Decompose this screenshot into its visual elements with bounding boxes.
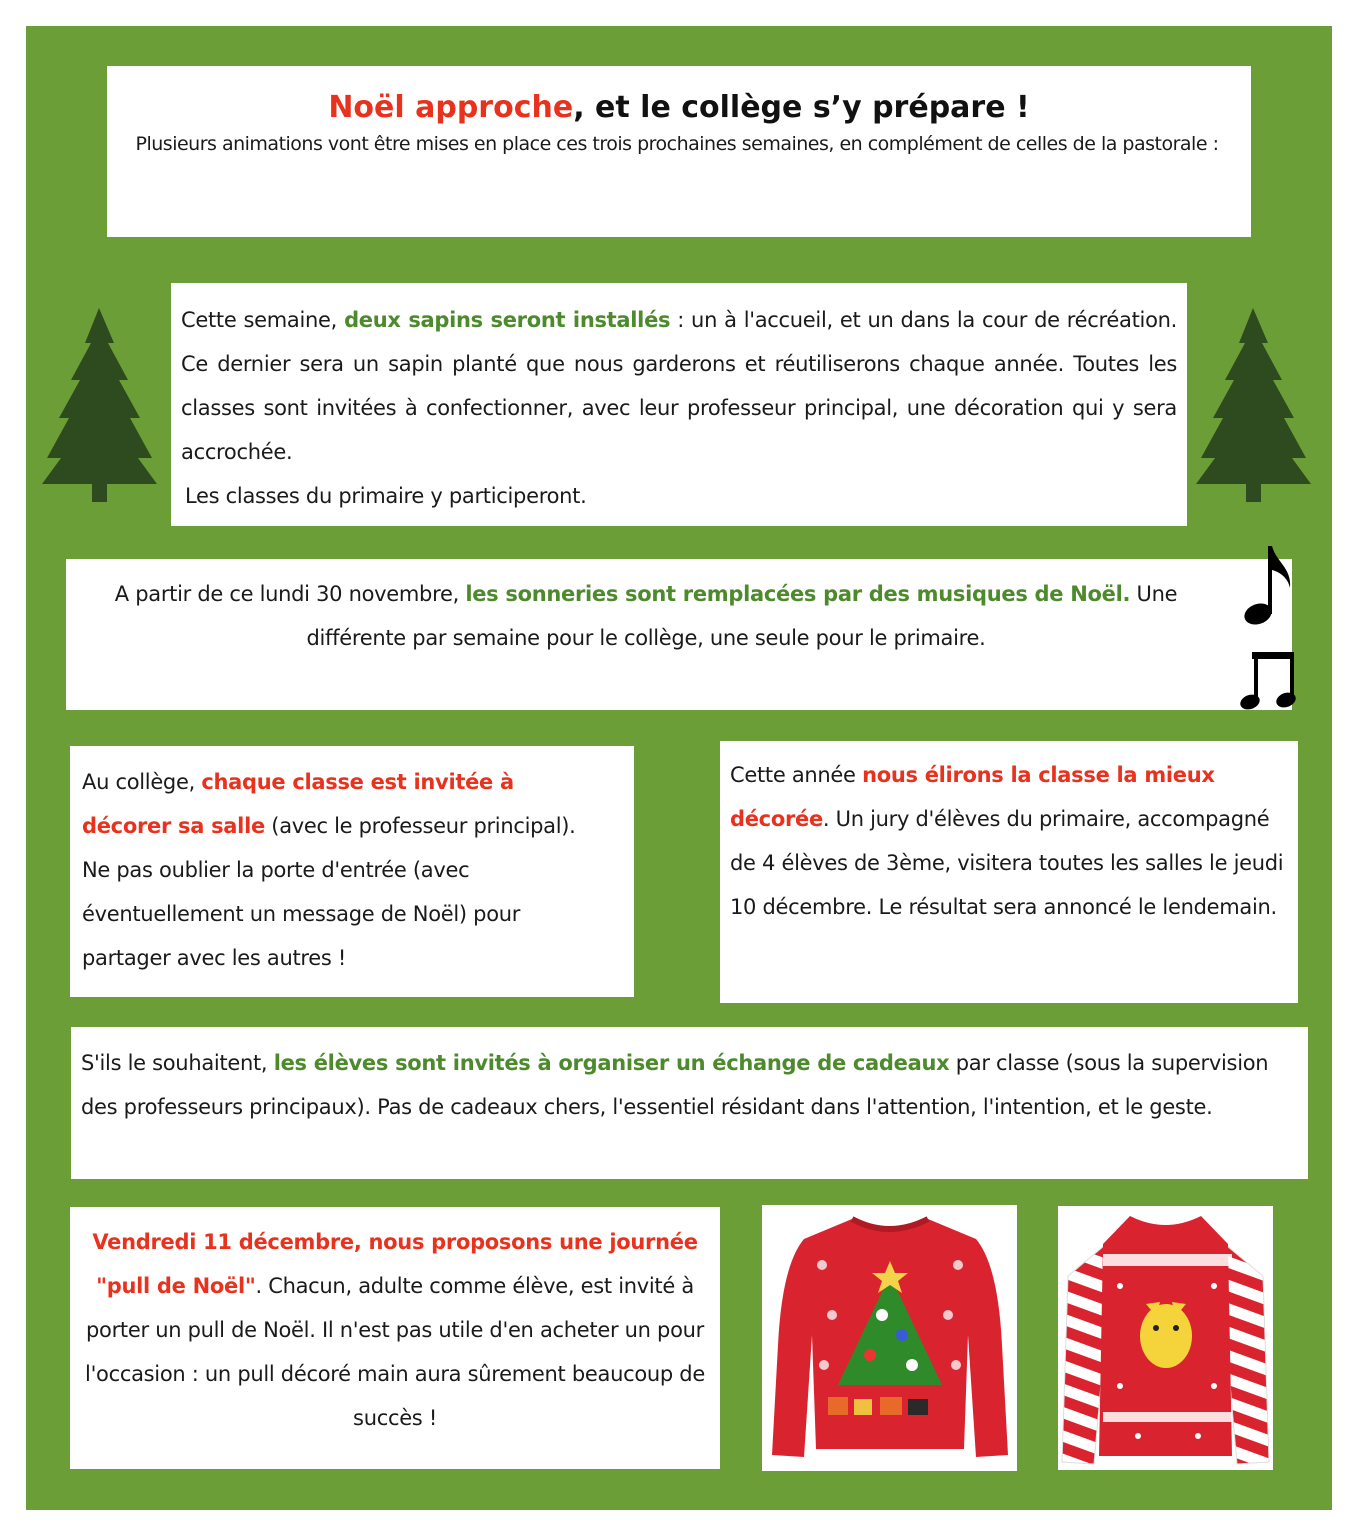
cadeaux-highlight: les élèves sont invités à organiser un échange de cadeaux (273, 1051, 950, 1075)
cadeaux-paragraph (81, 1041, 1294, 1129)
music-note-icon (1238, 544, 1294, 630)
cadeaux-rest: par classe (sous la supervision des professeurs principaux). Pas de cadeaux chers, l'essentiel résidant dans l'attention, l'intention, et le geste. (81, 1051, 1269, 1119)
election-lead: Cette année (730, 763, 863, 787)
sapins-lead: Cette semaine, (181, 308, 345, 332)
sapins-card (171, 283, 1187, 526)
decor-lead: Au collège, (82, 770, 202, 794)
musique-highlight: les sonneries sont remplacées par des musiques de Noël. (465, 582, 1131, 606)
musique-lead: A partir de ce lundi 30 novembre, (114, 582, 466, 606)
beamed-notes-icon (1240, 648, 1296, 712)
musique-card (66, 559, 1292, 710)
election-rest: . Un jury d'élèves du primaire, accompagné de 4 élèves de 3ème, visitera toutes les salles le jeudi 10 décembre. Le résultat sera annoncé le lendemain. (730, 807, 1284, 919)
header-card (107, 66, 1251, 237)
election-highlight: nous élirons la classe la mieux décorée (730, 763, 1215, 831)
decor-card (70, 746, 634, 997)
pull-highlight: Vendredi 11 décembre, nous proposons une journée "pull de Noël" (92, 1230, 698, 1298)
sapins-rest: : un à l'accueil, et un dans la cour de récréation. Ce dernier sera un sapin planté que nous garderons et réutiliserons chaque année. Toutes les classes sont invitées à confectionner, avec leur professeur principal, une décoration qui y sera accrochée. (181, 308, 1178, 464)
pull-rest: . Chacun, adulte comme élève, est invité à porter un pull de Noël. Il n'est pas utile d'en acheter un pour l'occasion : un pull décoré main aura sûrement beaucoup de succès ! (85, 1274, 705, 1430)
title-rest: , et le collège s’y prépare ! (573, 90, 1030, 125)
title-highlight: Noël approche (328, 90, 574, 125)
pull-card (70, 1207, 720, 1469)
decor-highlight: chaque classe est invitée à décorer sa salle (82, 770, 514, 838)
election-card (720, 741, 1298, 1003)
cadeaux-card (71, 1027, 1308, 1179)
intro-text: Plusieurs animations vont être mises en place ces trois prochaines semaines, en complément de celles de la pastorale : (135, 133, 1219, 155)
sapins-highlight: deux sapins seront installés (344, 308, 671, 332)
musique-rest: Une différente par semaine pour le collège, une seule pour le primaire. (306, 582, 1178, 650)
sapins-paragraph (181, 298, 1177, 474)
christmas-tree-sweater-image (762, 1205, 1017, 1471)
sapins-line2: Les classes du primaire y participeront. (185, 484, 587, 508)
christmas-tree-icon (1196, 308, 1311, 502)
election-paragraph (730, 753, 1286, 929)
decor-rest: (avec le professeur principal). Ne pas oublier la porte d'entrée (avec éventuellement un message de Noël) pour partager avec les autres ! (82, 814, 576, 970)
decor-paragraph (82, 760, 606, 980)
cadeaux-lead: S'ils le souhaitent, (81, 1051, 274, 1075)
pull-paragraph (84, 1220, 706, 1440)
page-title (107, 88, 1251, 128)
christmas-tree-icon (42, 308, 157, 502)
musique-paragraph (80, 572, 1212, 660)
striped-christmas-sweater-image (1058, 1206, 1273, 1470)
